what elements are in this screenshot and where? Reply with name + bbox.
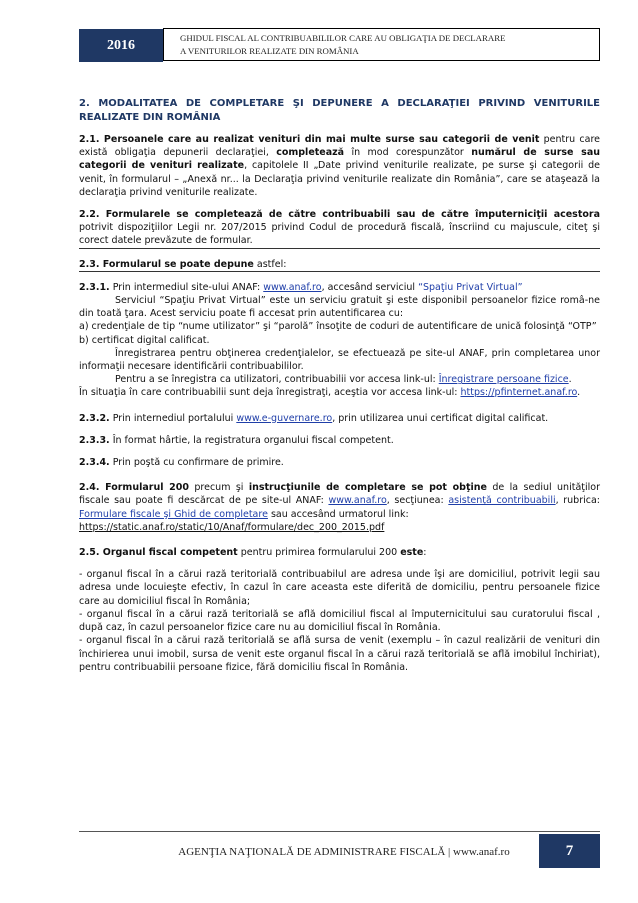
s25-bold2: este <box>400 547 424 559</box>
s231-p5b: . <box>577 387 581 399</box>
s231-item-b: b) certificat digital calificat. <box>79 334 210 346</box>
s231-p3: Înregistrarea pentru obţinerea credenţialelor, se efectuează pe site-ul ANAF, prin completarea unor informaţii necesare identificării contribuabililor. <box>79 347 600 373</box>
s234-num: 2.3.4. <box>79 457 110 469</box>
s24-t1: precum şi <box>188 482 249 494</box>
paragraph-2-2 <box>79 208 600 249</box>
anaf-link[interactable]: www.anaf.ro <box>263 281 322 293</box>
page-number: 7 <box>539 834 600 868</box>
paragraph-2-3-2 <box>79 412 600 425</box>
s232-t1: Prin internediul portalului <box>109 412 237 424</box>
s231-t1: Prin intermediul site-ului ANAF: <box>109 281 264 293</box>
paragraph-2-3-4 <box>79 456 600 469</box>
s231-item-a: a) credenţiale de tip “nume utilizator” şi “parolă” însoţite de coduri de autentificare de unică folosinţă “OTP” <box>79 321 597 333</box>
s25-bold1: 2.5. Organul fiscal competent <box>79 547 238 559</box>
dec200-pdf-link[interactable]: https://static.anaf.ro/static/10/Anaf/formulare/dec_200_2015.pdf <box>79 521 385 533</box>
s234-text: Prin poştă cu confirmare de primire. <box>109 457 284 469</box>
footer-text: AGENŢIA NAŢIONALĂ DE ADMINISTRARE FISCALĂ | www.anaf.ro <box>178 846 510 858</box>
s25-t1: pentru primirea formularului 200 <box>237 547 401 559</box>
footer-divider <box>79 831 600 832</box>
pfinternet-link[interactable]: https://pfinternet.anaf.ro <box>460 387 578 399</box>
s231-p4b: . <box>568 374 572 386</box>
paragraph-2-3-1 <box>79 281 600 294</box>
header-title-line1: GHIDUL FISCAL AL CONTRIBUABILILOR CARE AU OBLIGAŢIA DE DECLARARE <box>180 33 506 43</box>
header-year: 2016 <box>79 29 163 62</box>
s24-t4: , rubrica: <box>555 495 600 507</box>
s24-url <box>79 521 600 534</box>
s21-t2: în mod corespunzător <box>344 147 472 159</box>
s24-t2: de la sediul unităţilor fiscale sau poate fi descărcat de pe site-ul ANAF: <box>79 482 600 507</box>
inregistrare-link[interactable]: Înregistrare persoane fizice <box>438 374 569 386</box>
s231-p4a: Pentru a se înregistra ca utilizatori, contribuabilii vor accesa link-ul: <box>115 374 439 386</box>
s21-bold2: completează <box>276 147 345 159</box>
s231-p5 <box>79 386 600 399</box>
s232-t2: , prin utilizarea unui certificat digital calificat. <box>332 412 549 424</box>
s24-t5: sau accesând urmatorul link: <box>267 508 409 520</box>
s231-t2: , accesând serviciul <box>321 281 419 293</box>
s25-item2: - organul fiscal în a cărui rază teritorială se află domiciliul fiscal al împuternicitului sau curatorului fiscal , după caz, în cazul persoanelor fizice care nu au domiciliul fiscal în România. <box>79 608 600 634</box>
s23-bold: 2.3. Formularul se poate depune <box>79 258 254 270</box>
paragraph-2-3 <box>79 258 600 272</box>
asistenta-link[interactable]: asistenţă contribuabili <box>448 495 556 507</box>
s23-text: astfel: <box>253 258 287 270</box>
s232-num: 2.3.2. <box>79 412 110 424</box>
s22-text: potrivit dispoziţiilor Legii nr. 207/2015 privind Codul de procedură fiscală, înscriind cu majuscule, citeţ şi corect datele prevăzute de formular. <box>79 222 600 247</box>
s21-bold1: 2.1. Persoanele care au realizat venituri din mai multe surse sau categorii de venit <box>79 134 540 145</box>
section-2-heading: 2. MODALITATEA DE COMPLETARE ŞI DEPUNERE A DECLARAŢIEI PRIVIND VENITURILE REALIZATE DIN ROMÂNIA <box>79 98 600 123</box>
e-guvernare-link[interactable]: www.e-guvernare.ro <box>236 412 333 424</box>
s231-num: 2.3.1. <box>79 281 110 293</box>
s25-item1: - organul fiscal în a cărui rază teritorială contribuabilul are adresa unde îşi are domiciliul, potrivit legii sau adresa unde locuieşte efectiv, în cazul în care aceasta este diferită de domiciliu, pentru persoanele fizice care au domiciliul fiscal în România; <box>79 569 600 607</box>
s25-t2: : <box>423 547 427 559</box>
spatiu-privat-virtual-link[interactable]: “Spaţiu Privat Virtual” <box>418 281 523 293</box>
paragraph-2-3-3 <box>79 434 600 447</box>
s21-bold3: numărul de surse sau categorii de venituri realizate <box>79 147 600 172</box>
s21-t3: , capitolele II „Date privind veniturile realizate, pe surse şi categorii de venit, în formularul – „Anexă nr... la Declaraţia privind veniturile realizate din România”, care se ataşează la declaraţia privind veniturile realizate. <box>79 160 600 198</box>
s25-item3: - organul fiscal în a cărui rază teritorială se află sursa de venit (exemplu – în cazul realizării de venituri din închirierea unui imobil, sursa de venit este organul fiscal în a cărui rază teritorială se află imobilul închiriat), pentru contribuabilii persoane fizice, fără domiciliu fiscal în România. <box>79 635 600 673</box>
s24-bold1: 2.4. Formularul 200 <box>79 482 189 494</box>
s231-p2: Serviciul “Spaţiu Privat Virtual” este un serviciu gratuit şi este disponibil persoanelor fizice româ-ne din toată ţara. Acest serviciu poate fi accesat prin autentificarea cu: <box>79 295 600 320</box>
paragraph-2-4 <box>79 481 600 521</box>
paragraph-2-5 <box>79 546 600 559</box>
header-title-line2: A VENITURILOR REALIZATE DIN ROMÂNIA <box>180 45 359 56</box>
s231-p4 <box>79 373 600 386</box>
s24-bold2: instrucţiunile de completare se pot obţine <box>248 482 487 494</box>
s22-bold: 2.2. Formularele se completează de către contribuabili sau de către împuterniciţii acestora <box>79 209 600 221</box>
s21-t1: pentru care există obligaţia depunerii declaraţiei, <box>79 134 600 159</box>
s231-p5a: În situaţia în care contribuabilii sunt deja înregistraţi, aceştia vor accesa link-ul: <box>79 387 461 399</box>
paragraph-2-1 <box>79 133 600 199</box>
s233-text: În format hârtie, la registratura organului fiscal competent. <box>109 434 394 446</box>
document-body <box>79 97 600 674</box>
s233-num: 2.3.3. <box>79 434 110 446</box>
header-title <box>163 28 600 61</box>
s24-t3: , secţiunea: <box>386 495 449 507</box>
formulare-fiscale-link[interactable]: Formulare fiscale şi Ghid de completare <box>79 508 268 520</box>
anaf-link-2[interactable]: www.anaf.ro <box>328 495 387 507</box>
